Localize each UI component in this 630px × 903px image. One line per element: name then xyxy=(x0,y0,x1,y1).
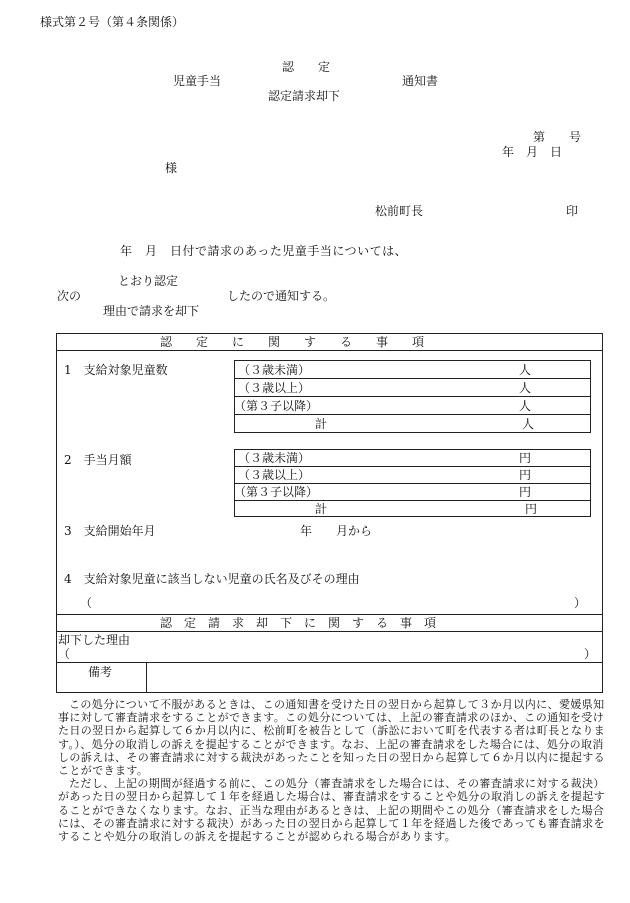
item1-row-label: （３歳未満） xyxy=(238,363,311,377)
item1-row-unit: 人 xyxy=(519,363,532,377)
body-option-kyakka: 理由で請求を却下 xyxy=(103,304,200,318)
item1-total-unit: 人 xyxy=(522,417,535,431)
section2-header: 認 定 請 求 却 下 に 関 す る 事 項 xyxy=(160,616,437,630)
item1-row-divider xyxy=(234,414,591,415)
item2-total-label: 計 xyxy=(315,502,328,516)
remarks-label: 備考 xyxy=(88,665,113,679)
item2-total-unit: 円 xyxy=(525,502,538,516)
item2-row-divider xyxy=(234,483,591,484)
item4-label: 4 支給対象児童に該当しない児童の氏名及びその理由 xyxy=(64,572,360,586)
appeal-notice-paragraph-1: この処分について不服があるときは、この通知書を受けた日の翌日から起算して３か月以内に、愛媛県知事に対して審査請求をすることができます。この処分については、上記の審査請求のほか、この通知を受けた日の翌日から起算して６か月以内に、松前町を被告として（訴訟において町を代表する者は町長となります。）、処分の取消しの訴えを提起することができます。なお、上記の審査請求をした場合には、処分の取消しの訴えは、その審査請求に対する裁決があったことを知った日の翌日から起算して６か月以内に提起することができます。 xyxy=(58,698,606,778)
appeal-notice-paragraph-2: ただし、上記の期間が経過する前に、この処分（審査請求をした場合には、その審査請求に対する裁決）があった日の翌日から起算して１年を経過した場合は、審査請求をすることや処分の取消しの訴えを提起することができなくなります。なお、正当な理由があるときは、上記の期間やこの処分（審査請求をした場合には、その審査請求に対する裁決）があった日の翌日から起算して１年を経過した後であっても審査請求をすることや処分の取消しの訴えを提起することが認められる場合があります。 xyxy=(58,777,606,844)
item1-row-label: （３歳以上） xyxy=(238,381,311,395)
item2-row-unit: 円 xyxy=(519,468,532,482)
reject-paren-open: （ xyxy=(58,647,71,661)
remarks-divider xyxy=(56,662,603,663)
item2-row-unit: 円 xyxy=(519,451,532,465)
item3-label: 3 支給開始年月 xyxy=(64,524,156,538)
section2-header-divider xyxy=(56,631,603,632)
title-jido-teate: 児童手当 xyxy=(173,74,222,88)
item2-label: 2 手当月額 xyxy=(64,453,132,467)
item2-row-divider xyxy=(234,500,591,501)
sender-name: 松前町長 xyxy=(375,204,424,218)
item4-paren-open: （ xyxy=(80,596,93,610)
section2-top-divider xyxy=(56,614,603,615)
title-tsuchisho: 通知書 xyxy=(402,74,439,88)
item2-row-divider xyxy=(234,466,591,467)
item2-row-unit: 円 xyxy=(519,485,532,499)
body-line1: 年 月 日付で請求のあった児童手当については、 xyxy=(120,244,408,258)
item1-row-divider xyxy=(234,378,591,379)
title-ninntei: 認 定 xyxy=(282,60,331,74)
body-tsugino: 次の xyxy=(57,289,82,303)
item1-row-unit: 人 xyxy=(519,399,532,413)
reject-paren-close: ） xyxy=(584,647,597,661)
item4-paren-close: ） xyxy=(574,596,587,610)
body-option-ninntei: とおり認定 xyxy=(118,274,179,288)
item2-row-label: （３歳以上） xyxy=(238,468,311,482)
seal-mark: 印 xyxy=(566,204,579,218)
item3-value: 年 月から xyxy=(300,524,373,538)
reject-reason-label: 却下した理由 xyxy=(58,633,131,647)
item1-row-unit: 人 xyxy=(519,381,532,395)
item2-row-label: （第３子以降） xyxy=(234,485,319,499)
item1-row-divider xyxy=(234,396,591,397)
addressee-sama: 様 xyxy=(165,161,178,175)
appeal-notice xyxy=(58,698,606,843)
item1-row-label: （第３子以降） xyxy=(234,399,319,413)
item1-label: 1 支給対象児童数 xyxy=(64,363,168,377)
body-tail: したので通知する。 xyxy=(227,289,336,303)
title-kyakka: 認定請求却下 xyxy=(268,89,341,103)
item1-total-label: 計 xyxy=(315,417,328,431)
form-number: 様式第２号（第４条関係） xyxy=(40,15,185,29)
item2-row-label: （３歳未満） xyxy=(238,451,311,465)
document-number: 第 号 xyxy=(533,130,582,144)
section1-divider xyxy=(56,350,603,351)
remarks-column-divider xyxy=(146,662,147,693)
issue-date: 年 月 日 xyxy=(502,145,563,159)
section1-header: 認 定 に 関 す る 事 項 xyxy=(160,335,425,349)
